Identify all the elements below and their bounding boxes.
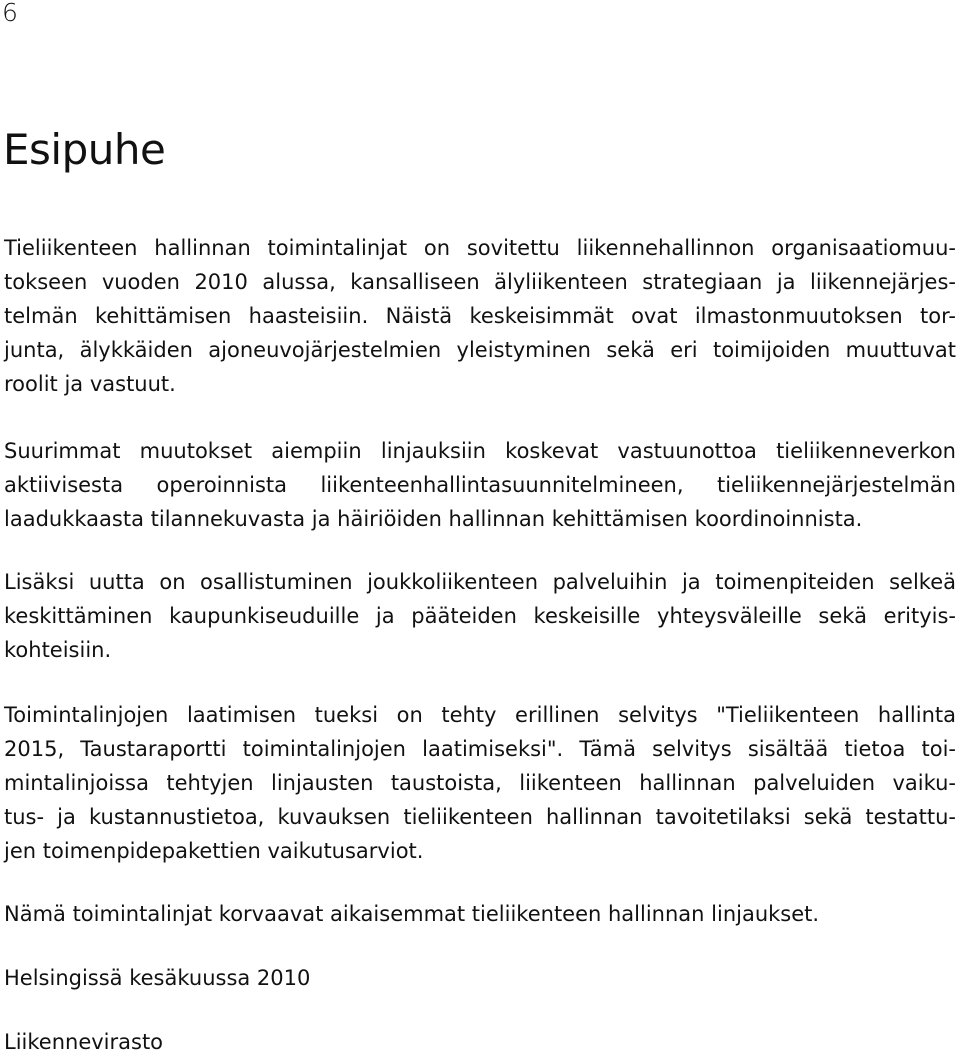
paragraph-line: kohteisiin.	[4, 638, 112, 662]
paragraph-2	[4, 434, 956, 536]
page-number: 6	[2, 0, 18, 27]
paragraph-line: tokseen vuoden 2010 alussa, kansalliseen älyliikenteen strategiaan ja liikennejärjes-	[4, 270, 956, 294]
paragraph-4	[4, 698, 956, 868]
paragraph-line: jen toimenpidepakettien vaikutusarviot.	[4, 839, 424, 863]
paragraph-3	[4, 565, 956, 667]
paragraph-line: tus- ja kustannustietoa, kuvauksen tieliikenteen hallinnan tavoitetilaksi sekä testattu-	[4, 805, 956, 829]
paragraph-line: junta, älykkäiden ajoneuvojärjestelmien yleistyminen sekä eri toimijoiden muuttuvat	[4, 338, 956, 362]
paragraph-line: roolit ja vastuut.	[4, 372, 176, 396]
paragraph-1	[4, 231, 956, 401]
paragraph-line: laadukkaasta tilannekuvasta ja häiriöiden hallinnan kehittämisen koordinoinnista.	[4, 507, 863, 531]
paragraph-line: mintalinjoissa tehtyjen linjausten taustoista, liikenteen hallinnan palveluiden vaiku-	[4, 771, 956, 795]
paragraph-line: Tieliikenteen hallinnan toimintalinjat on sovitettu liikennehallinnon organisaatiomuu-	[4, 236, 956, 260]
paragraph-line: aktiivisesta operoinnista liikenteenhallintasuunnitelmineen, tieliikennejärjestelmän	[4, 473, 956, 497]
paragraph-5	[4, 897, 956, 931]
signature-line	[4, 1025, 956, 1059]
paragraph-line: Lisäksi uutta on osallistuminen joukkoliikenteen palveluihin ja toimenpiteiden selkeä	[4, 570, 956, 594]
paragraph-line: Helsingissä kesäkuussa 2010	[4, 966, 311, 990]
paragraph-line: keskittäminen kaupunkiseuduille ja pääteiden keskeisille yhteysväleille sekä erityis-	[4, 604, 956, 628]
paragraph-line: 2015, Taustaraportti toimintalinjojen laatimiseksi". Tämä selvitys sisältää tietoa toi-	[4, 737, 956, 761]
paragraph-line: Liikennevirasto	[4, 1030, 164, 1054]
paragraph-line: Nämä toimintalinjat korvaavat aikaisemmat tieliikenteen hallinnan linjaukset.	[4, 902, 820, 926]
page-title: Esipuhe	[3, 125, 166, 174]
paragraph-line: Toimintalinjojen laatimisen tueksi on tehty erillinen selvitys "Tieliikenteen hallinta	[4, 703, 956, 727]
paragraph-line: Suurimmat muutokset aiempiin linjauksiin koskevat vastuunottoa tieliikenneverkon	[4, 439, 956, 463]
paragraph-line: telmän kehittämisen haasteisiin. Näistä keskeisimmät ovat ilmastonmuutoksen tor-	[4, 304, 956, 328]
date-line	[4, 961, 956, 995]
